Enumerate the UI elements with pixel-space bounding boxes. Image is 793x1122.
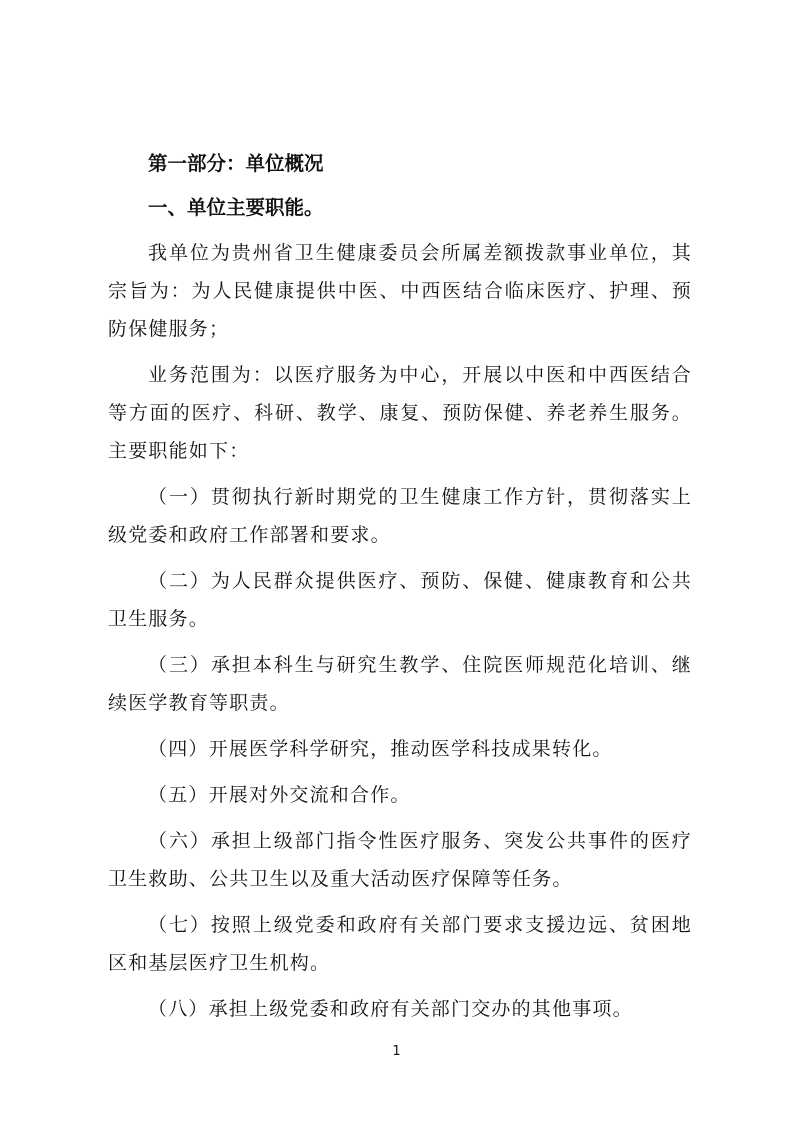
section-title: 第一部分：单位概况 [148, 152, 324, 175]
function-item-2: （二）为人民群众提供医疗、预防、保健、健康教育和公共卫生服务。 [108, 570, 692, 630]
function-item-3: （三）承担本科生与研究生教学、住院医师规范化培训、继续医学教育等职责。 [108, 654, 692, 714]
paragraph-purpose: 我单位为贵州省卫生健康委员会所属差额拨款事业单位，其宗旨为：为人民健康提供中医、中西医结合临床医疗、护理、预防保健服务； [108, 242, 692, 340]
paragraph-scope: 业务范围为：以医疗服务为中心，开展以中医和中西医结合等方面的医疗、科研、教学、康复、预防保健、养老养生服务。主要职能如下： [108, 364, 692, 462]
function-item-5: （五）开展对外交流和合作。 [148, 784, 411, 806]
subsection-title: 一、单位主要职能。 [148, 196, 324, 219]
function-item-6: （六）承担上级部门指令性医疗服务、突发公共事件的医疗卫生救助、公共卫生以及重大活动医疗保障等任务。 [108, 830, 692, 890]
document-body [108, 146, 692, 1036]
function-item-1: （一）贯彻执行新时期党的卫生健康工作方针，贯彻落实上级党委和政府工作部署和要求。 [108, 486, 692, 546]
function-item-7: （七）按照上级党委和政府有关部门要求支援边远、贫困地区和基层医疗卫生机构。 [108, 914, 692, 974]
page-number: 1 [392, 1044, 401, 1059]
function-item-8: （八）承担上级党委和政府有关部门交办的其他事项。 [148, 998, 633, 1020]
function-item-4: （四）开展医学科学研究，推动医学科技成果转化。 [148, 738, 613, 760]
